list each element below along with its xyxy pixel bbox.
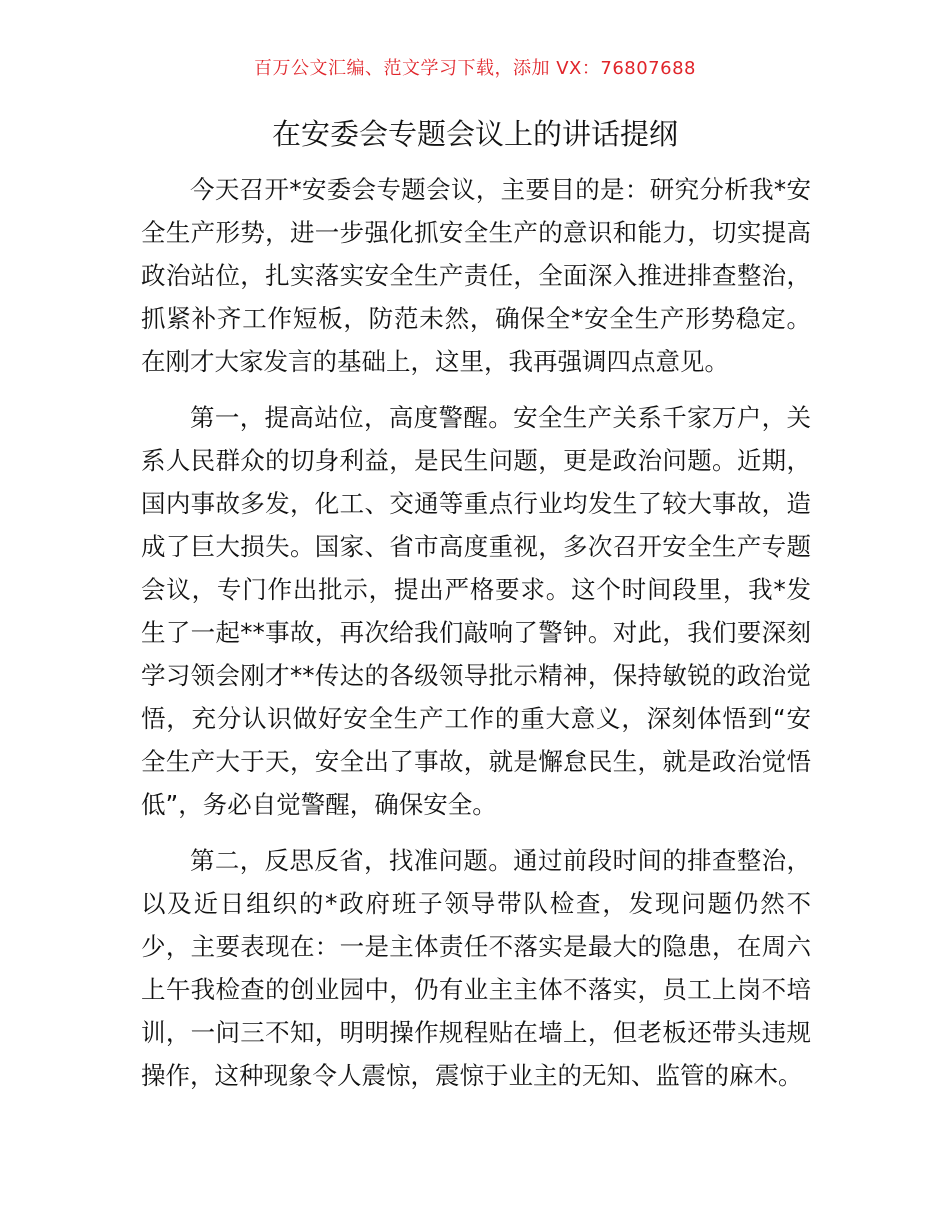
document-title: 在安委会专题会议上的讲话提纲 [271,117,678,151]
paragraph-point-one: 第一，提高站位，高度警醒。安全生产关系千家万户，关系人民群众的切身利益，是民生问题，更是政治问题。近期，国内事故多发，化工、交通等重点行业均发生了较大事故，造成了巨大损失。国家、省市高度重视，多次召开安全生产专题会议，专门作出批示，提出严格要求。这个时间段里，我*发生了一起**事故，再次给我们敲响了警钟。对此，我们要深刻学习领会刚才**传达的各级领导批示精神，保持敏锐的政治觉悟，充分认识做好安全生产工作的重大意义，深刻体悟到“安全生产大于天，安全出了事故，就是懈怠民生，就是政治觉悟低”，务必自觉警醒，确保安全。 [141,403,811,819]
promo-header: 百万公文汇编、范文学习下载，添加 VX：76807688 [254,58,696,79]
paragraph-point-two: 第二，反思反省，找准问题。通过前段时间的排查整治，以及近日组织的*政府班子领导带队检查，发现问题仍然不少，主要表现在：一是主体责任不落实是最大的隐患，在周六上午我检查的创业园中，仍有业主主体不落实，员工上岗不培训，一问三不知，明明操作规程贴在墙上，但老板还带头违规操作，这种现象令人震惊，震惊于业主的无知、监管的麻木。 [141,846,811,1090]
document-body [141,168,811,1110]
paragraph-intro: 今天召开*安委会专题会议，主要目的是：研究分析我*安全生产形势，进一步强化抓安全生产的意识和能力，切实提高政治站位，扎实落实安全生产责任，全面深入推进排查整治，抓紧补齐工作短板，防范未然，确保全*安全生产形势稳定。在刚才大家发言的基础上，这里，我再强调四点意见。 [141,175,811,376]
